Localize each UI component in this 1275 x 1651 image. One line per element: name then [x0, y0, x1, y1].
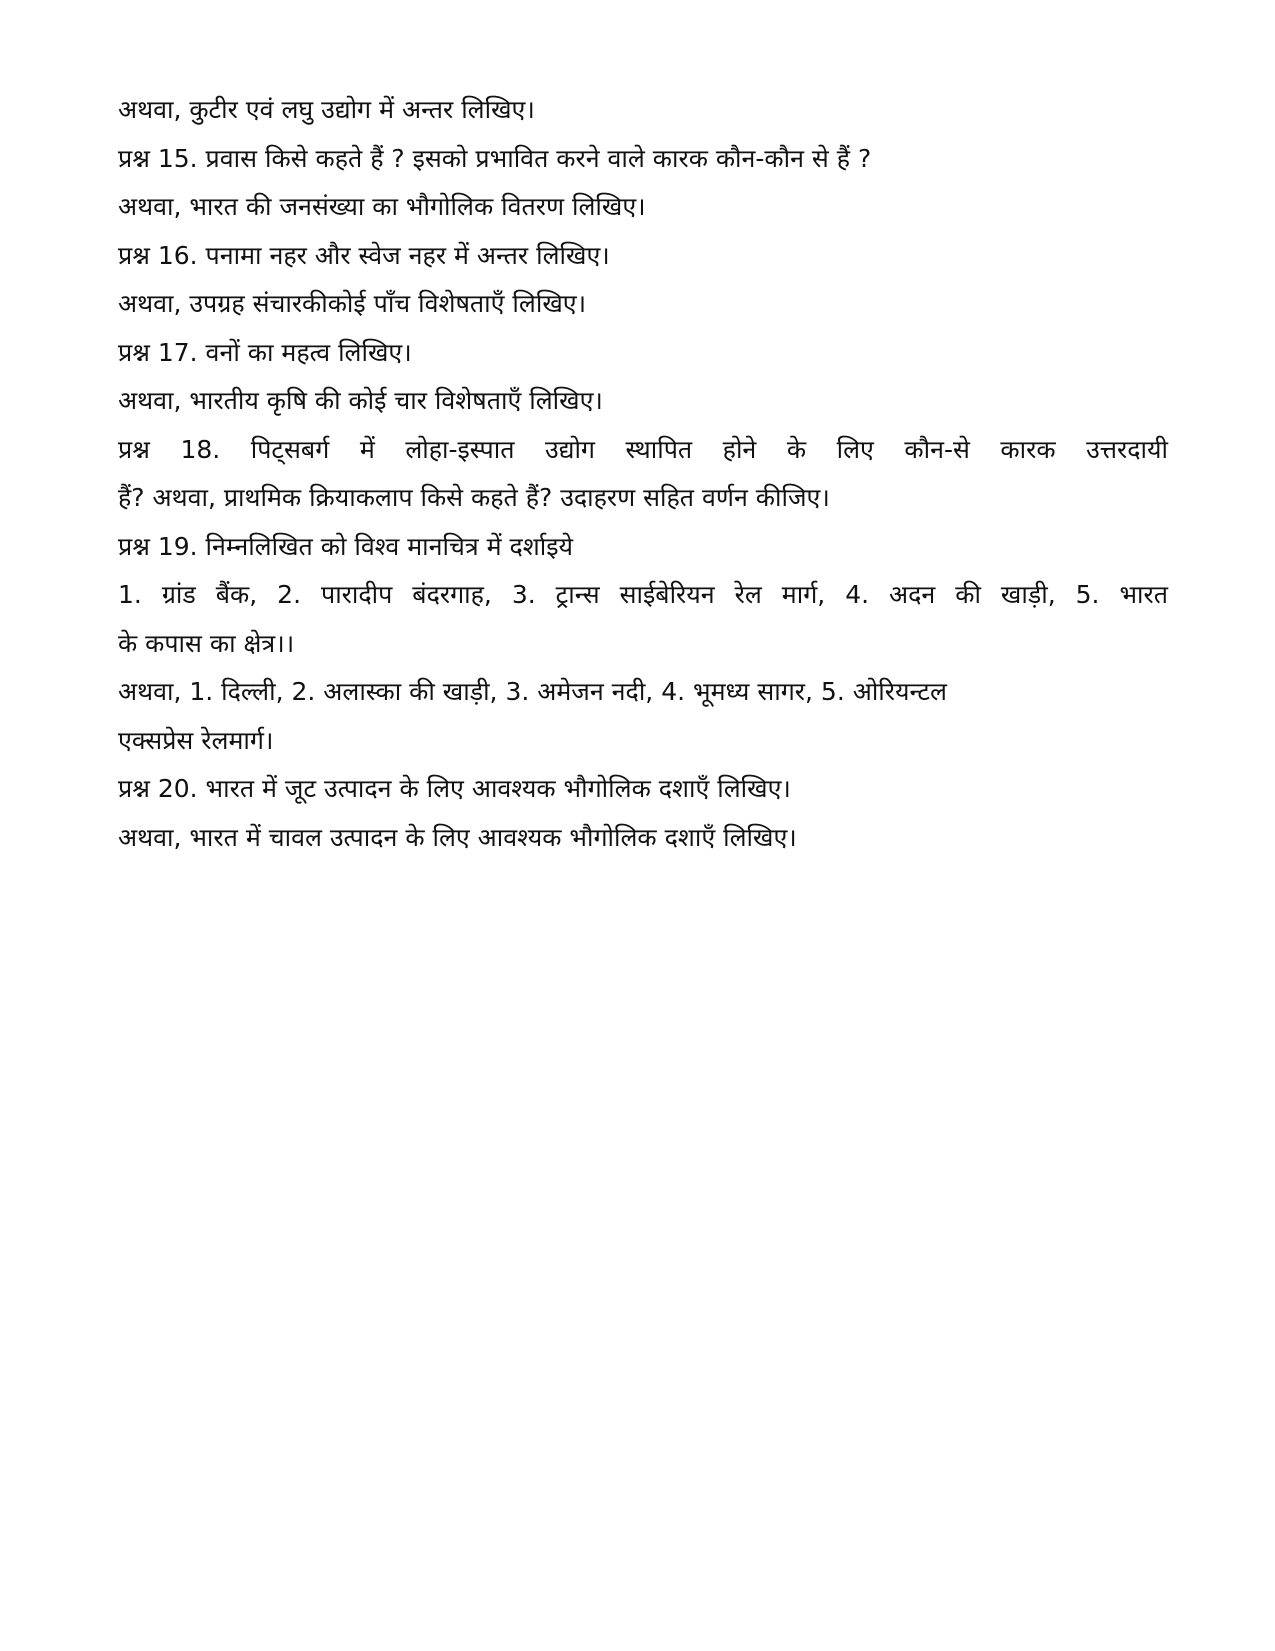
question-17-line: प्रश्न 17. वनों का महत्व लिखिए।	[118, 337, 412, 367]
text-line: अथवा, 1. दिल्ली, 2. अलास्का की खाड़ी, 3. अमेजन नदी, 4. भूमध्य सागर, 5. ओरियन्टल	[118, 677, 947, 706]
text-line: अथवा, भारत में चावल उत्पादन के लिए आवश्यक भौगोलिक दशाएँ लिखिए।	[118, 822, 797, 852]
question-15-line: प्रश्न 15. प्रवास किसे कहते हैं ? इसको प्रभावित करने वाले कारक कौन-कौन से हैं ?	[118, 143, 872, 173]
text-line: अथवा, उपग्रह संचारकीकोई पाँच विशेषताएँ लिखिए।	[118, 289, 587, 318]
question-19-line: प्रश्न 19. निम्नलिखित को विश्व मानचित्र में दर्शाइये	[118, 531, 574, 561]
document-body	[118, 86, 1168, 862]
text-line: एक्सप्रेस रेलमार्ग।	[118, 725, 274, 755]
question-16-line: प्रश्न 16. पनामा नहर और स्वेज नहर में अन्तर लिखिए।	[118, 240, 610, 270]
text-line: हैं? अथवा, प्राथमिक क्रियाकलाप किसे कहते हैं? उदाहरण सहित वर्णन कीजिए।	[118, 483, 830, 512]
question-20-line: प्रश्न 20. भारत में जूट उत्पादन के लिए आवश्यक भौगोलिक दशाएँ लिखिए।	[118, 774, 791, 803]
text-line: 1. ग्रांड बैंक, 2. पारादीप बंदरगाह, 3. ट्रान्स साईबेरियन रेल मार्ग, 4. अदन की खाड़ी, 5. भारत	[118, 580, 1168, 609]
text-line: अथवा, भारत की जनसंख्या का भौगोलिक वितरण लिखिए।	[118, 192, 646, 221]
question-18-line: प्रश्न 18. पिट्सबर्ग में लोहा-इस्पात उद्योग स्थापित होने के लिए कौन-से कारक उत्तरदायी	[118, 434, 1168, 464]
text-line: अथवा, कुटीर एवं लघु उद्योग में अन्तर लिखिए।	[118, 95, 535, 124]
text-line: अथवा, भारतीय कृषि की कोई चार विशेषताएँ लिखिए।	[118, 386, 603, 415]
text-line: के कपास का क्षेत्र।।	[118, 628, 295, 658]
